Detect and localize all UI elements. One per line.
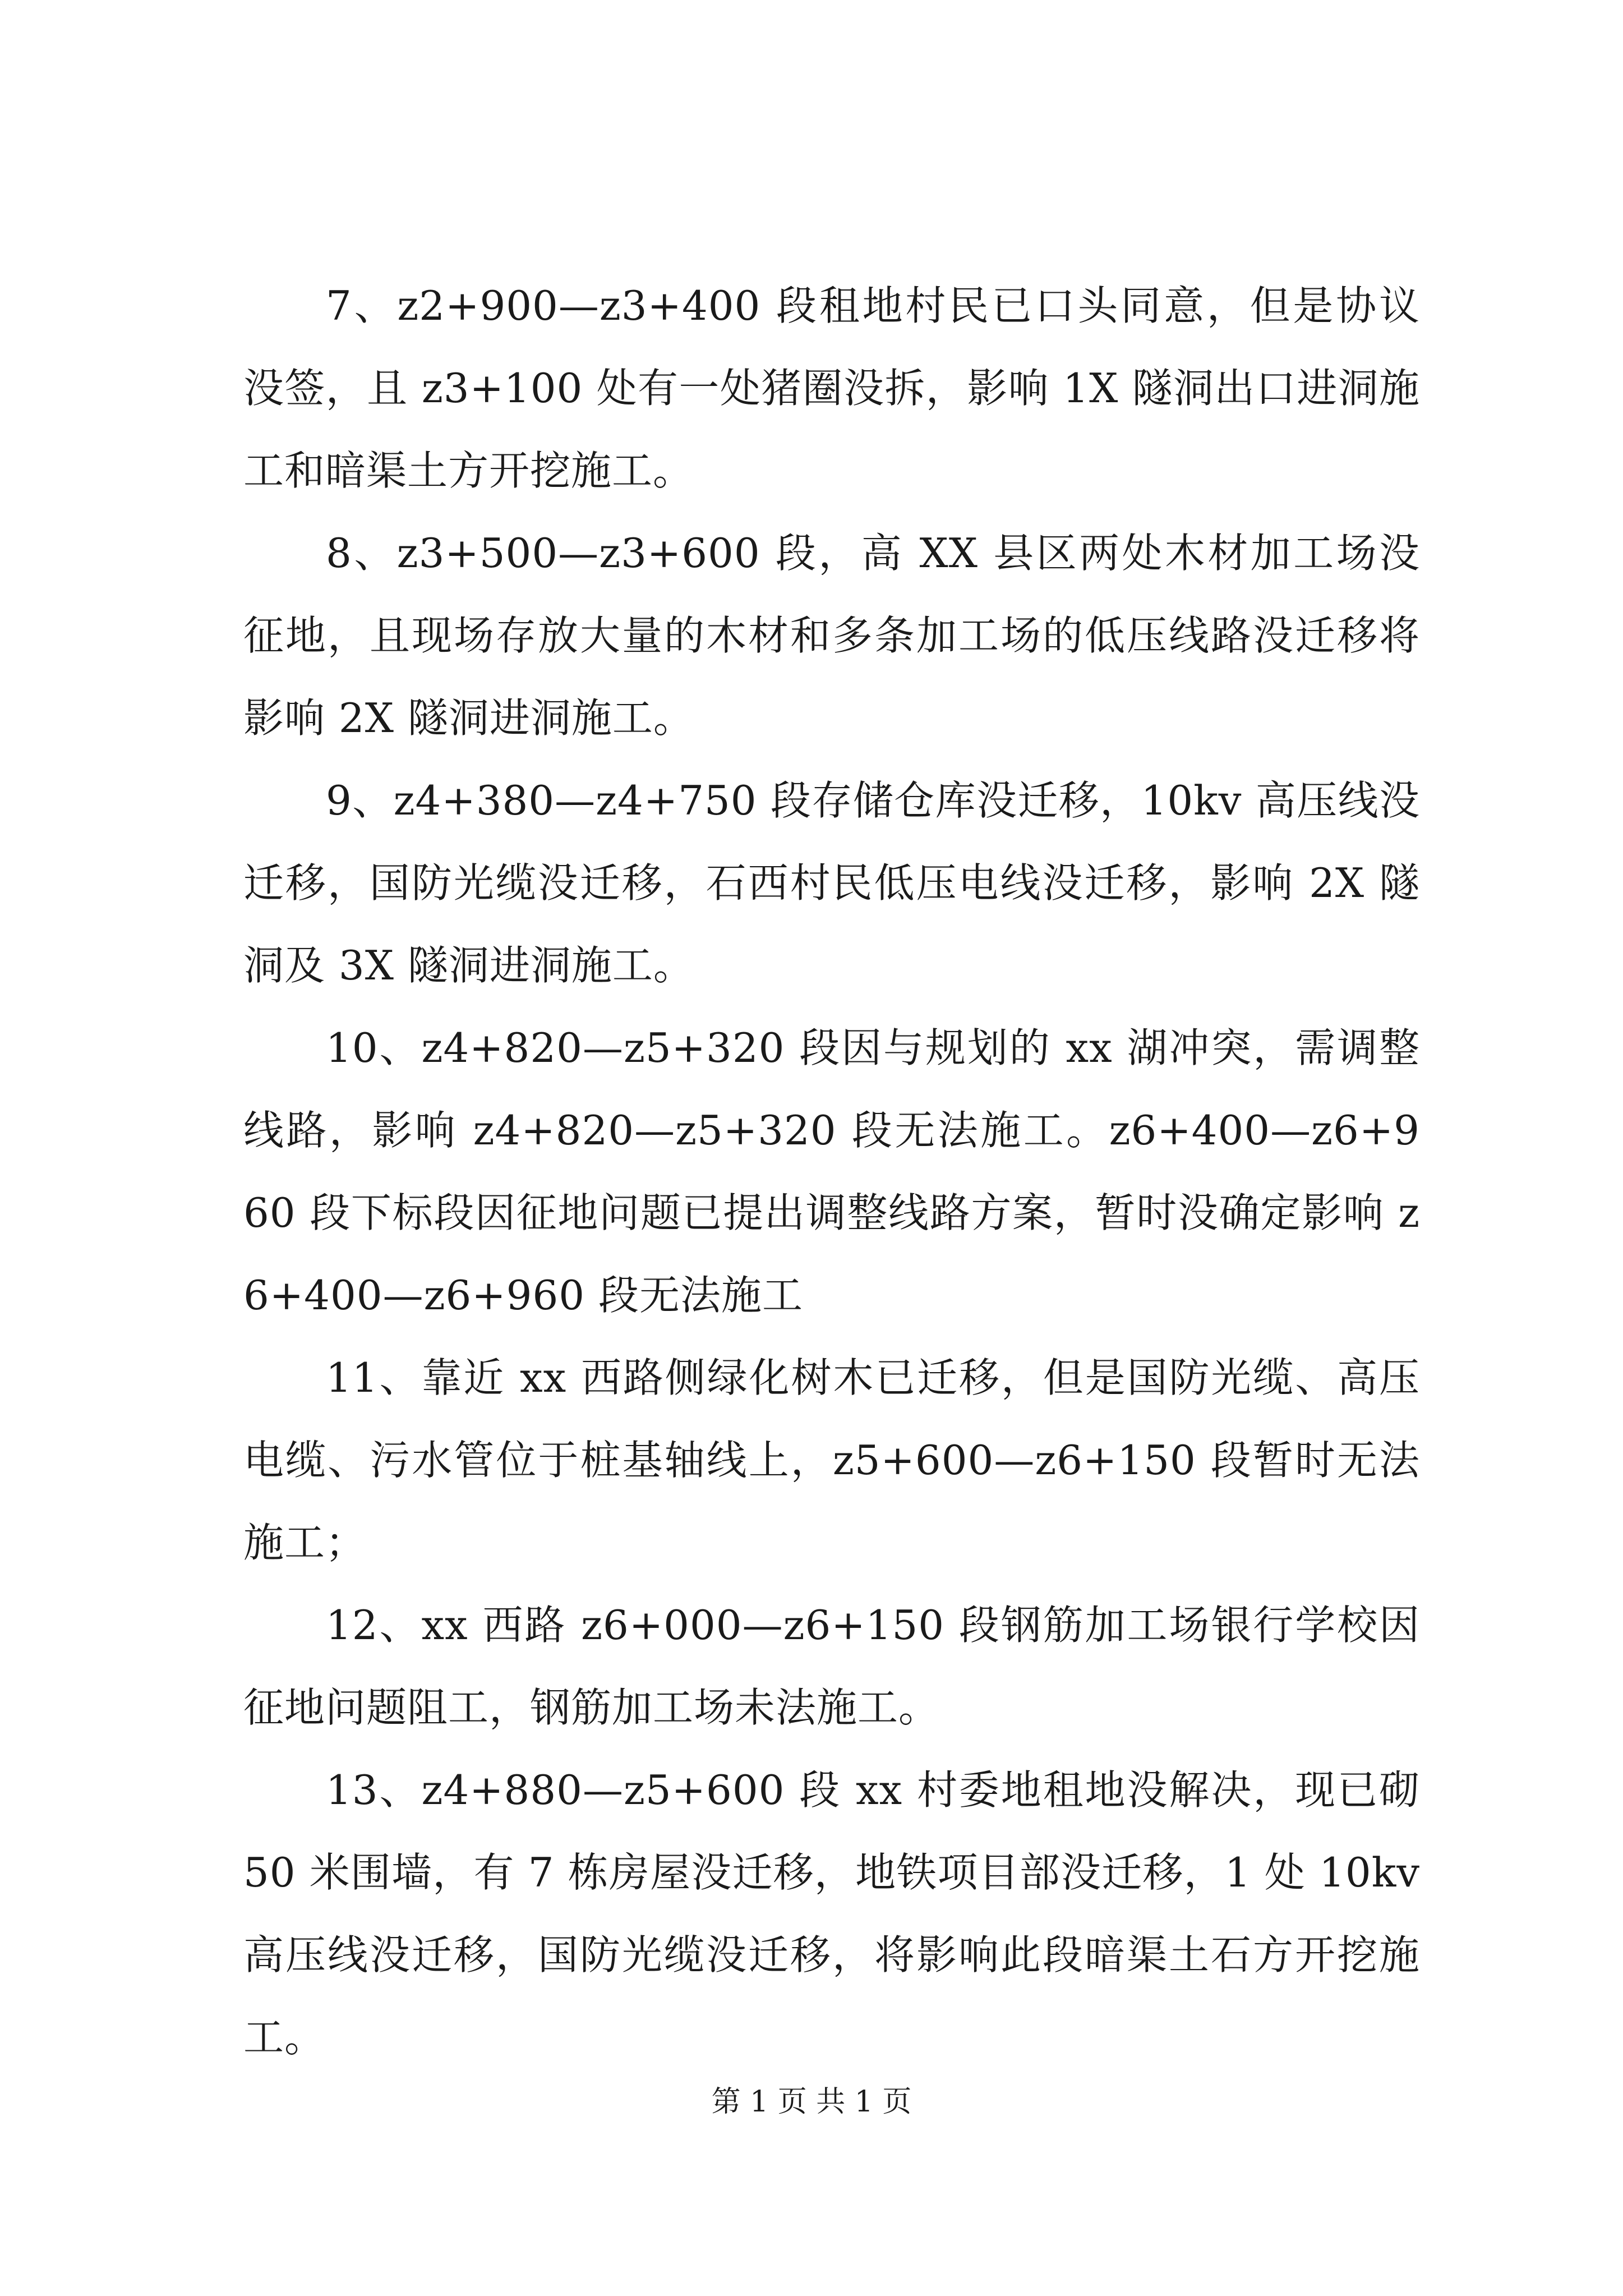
paragraph-item-7: 7、z2+900—z3+400 段租地村民已口头同意，但是协议没签，且 z3+100 处有一处猪圈没拆，影响 1X 隧洞出口进洞施工和暗渠土方开挖施工。: [243, 282, 1420, 494]
paragraph-item-11: 11、靠近 xx 西路侧绿化树木已迁移，但是国防光缆、高压电缆、污水管位于桩基轴线上，z5+600—z6+150 段暂时无法施工；: [243, 1354, 1420, 1566]
paragraph-item-12: 12、xx 西路 z6+000—z6+150 段钢筋加工场银行学校因征地问题阻工，钢筋加工场未法施工。: [243, 1602, 1420, 1731]
paragraph-item-10: 10、z4+820—z5+320 段因与规划的 xx 湖冲突，需调整线路，影响 z4+820—z5+320 段无法施工。z6+400—z6+960 段下标段因征地问题已提出调整线路方案，暂时没确定影响 z6+400—z6+960 段无法施工: [243, 1024, 1420, 1319]
paragraph-item-9: 9、z4+380—z4+750 段存储仓库没迁移，10kv 高压线没迁移，国防光缆没迁移，石西村民低压电线没迁移，影响 2X 隧洞及 3X 隧洞进洞施工。: [243, 777, 1420, 989]
document-body: [243, 265, 1420, 2079]
paragraph-item-13: 13、z4+880—z5+600 段 xx 村委地租地没解决，现已砌 50 米围墙，有 7 栋房屋没迁移，地铁项目部没迁移，1 处 10kv 高压线没迁移，国防光缆没迁移，将影响此段暗渠土石方开挖施工。: [243, 1766, 1420, 2061]
page-footer: 第 1 页 共 1 页: [711, 2085, 912, 2119]
paragraph-item-8: 8、z3+500—z3+600 段，高 XX 县区两处木材加工场没征地，且现场存放大量的木材和多条加工场的低压线路没迁移将影响 2X 隧洞进洞施工。: [243, 530, 1420, 742]
